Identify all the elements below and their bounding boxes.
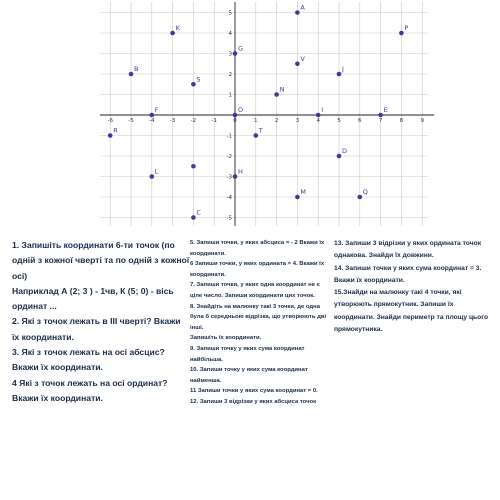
point-marker bbox=[129, 72, 134, 77]
point-marker bbox=[358, 195, 363, 200]
x-tick-label: 9 bbox=[420, 118, 424, 124]
point-label: H bbox=[238, 167, 243, 176]
y-tick-label: 5 bbox=[228, 10, 232, 17]
point-label: K bbox=[175, 24, 180, 32]
tick-labels bbox=[107, 11, 424, 222]
y-tick-label: -1 bbox=[226, 133, 232, 140]
point-label: M bbox=[300, 188, 307, 196]
point-marker bbox=[378, 113, 383, 118]
tasks-column-2 bbox=[190, 238, 330, 408]
y-tick-label: -2 bbox=[226, 154, 232, 160]
x-tick-label: -4 bbox=[149, 118, 155, 124]
x-tick-label: 2 bbox=[274, 118, 279, 124]
task-text: Наприклад А (2; 3 ) - 1чв, К (5; 0) - вісь ординат ... bbox=[12, 285, 174, 312]
task-text: 11 Запиши точки у яких сума координат = 0. bbox=[190, 388, 318, 395]
y-tick-label: -4 bbox=[226, 195, 232, 201]
x-tick-label: 1 bbox=[254, 118, 258, 124]
task-text: Запишіть їх координати. bbox=[190, 335, 262, 342]
x-tick-label: 3 bbox=[295, 118, 300, 124]
point-label: O bbox=[238, 106, 244, 114]
point-marker bbox=[191, 215, 196, 220]
x-tick-label: 0 bbox=[233, 118, 237, 124]
x-tick-label: -1 bbox=[211, 118, 217, 124]
task-text: 5. Запиши точки, у яких абсциса = - 2 Вкажи їх координати. bbox=[190, 240, 325, 257]
point-marker bbox=[337, 72, 342, 77]
point-label: E bbox=[383, 106, 388, 114]
point-marker bbox=[150, 113, 155, 118]
task-text: 2. Які з точок лежать в ІІІ чверті? Вкажи їх координати. bbox=[12, 316, 181, 342]
point-label: P bbox=[404, 24, 409, 32]
task-text: 8. Знайдіть на малюнку такі 3 точки, де одна була б середньою відрізка, що утворюють дві інші. bbox=[190, 303, 327, 331]
tasks-column-1 bbox=[12, 238, 190, 406]
y-tick-label: 2 bbox=[228, 72, 232, 78]
task-text: 1. Запишіть координати 6-ти точок (по одній з кожної чверті та по одній з кожної осі) bbox=[12, 240, 190, 281]
point-label: V bbox=[300, 54, 305, 63]
point-label: J bbox=[342, 65, 344, 73]
task-text: 9. Запиши точку у яких сума координат найбільша. bbox=[190, 345, 305, 363]
point-label: R bbox=[113, 126, 118, 135]
y-tick-label: -5 bbox=[226, 215, 232, 222]
x-tick-label: -2 bbox=[190, 118, 197, 124]
point-label: Q bbox=[362, 188, 368, 196]
point-marker bbox=[150, 174, 155, 179]
point-marker bbox=[191, 82, 196, 87]
point-marker bbox=[274, 92, 279, 97]
point-label: N bbox=[279, 85, 285, 94]
point-marker bbox=[295, 10, 300, 15]
point-marker bbox=[399, 31, 404, 36]
x-tick-label: -5 bbox=[128, 118, 134, 124]
point-label: D bbox=[342, 147, 348, 155]
task-text: 7. Запиши точки, у яких одна координат не є ціле число. Запиши координати цих точок. bbox=[190, 282, 320, 299]
y-tick-label: 1 bbox=[228, 92, 232, 99]
point-marker bbox=[233, 51, 238, 56]
task-text: 4 Які з точок лежать на осі ординат? Вкажи їх координати. bbox=[12, 377, 168, 403]
x-tick-label: -6 bbox=[107, 118, 113, 124]
task-text: 15.Знайди на малюнку такі 4 точки, які утворюють прямокутник. Запиши їх координати. Знайди периметр та площу цього прямокутника. bbox=[334, 289, 489, 334]
point-label: S bbox=[196, 75, 201, 84]
point-marker bbox=[108, 133, 113, 138]
tasks-column-3 bbox=[334, 238, 494, 336]
point-label: F bbox=[154, 106, 159, 114]
point-marker bbox=[254, 133, 259, 138]
point-marker bbox=[337, 154, 342, 159]
point-label: A bbox=[300, 3, 305, 12]
x-tick-label: -3 bbox=[169, 118, 176, 124]
y-tick-label: -3 bbox=[226, 174, 232, 181]
x-tick-label: 8 bbox=[399, 118, 404, 124]
point-marker bbox=[191, 164, 196, 169]
task-text: 13. Запиши 3 відрізки у яких ордината точок однакова. Знайди їх довжини. bbox=[334, 240, 482, 260]
y-tick-label: 3 bbox=[228, 51, 232, 58]
task-text: 14. Запиши точки у яких сума координат = 3. Вкажи їх координати. bbox=[334, 264, 482, 284]
point-label: B bbox=[134, 65, 139, 73]
x-tick-label: 5 bbox=[337, 118, 341, 124]
point-marker bbox=[295, 195, 300, 200]
x-tick-label: 6 bbox=[358, 118, 362, 124]
coordinate-plane bbox=[0, 0, 500, 232]
task-text: 6 Запиши точки, у яких ордината = 4. Вкажи їх координати. bbox=[190, 261, 325, 278]
point-marker bbox=[316, 113, 321, 118]
x-tick-label: 7 bbox=[378, 118, 383, 124]
task-text: 10. Запиши точку у яких сума координат найменша. bbox=[190, 367, 308, 384]
x-tick-label: 4 bbox=[316, 118, 320, 124]
point-marker bbox=[233, 113, 238, 118]
task-text: 12. Запиши 3 відрізки у яких абсциса точок bbox=[190, 398, 317, 405]
points bbox=[108, 4, 409, 220]
point-marker bbox=[170, 31, 175, 36]
point-label: I bbox=[321, 106, 324, 114]
task-text: 3. Які з точок лежать на осі абсцис? Вкажи їх координати. bbox=[12, 347, 165, 373]
point-label: T bbox=[258, 126, 263, 135]
y-tick-label: 4 bbox=[228, 31, 232, 37]
point-label: C bbox=[196, 208, 201, 217]
point-marker bbox=[233, 174, 238, 179]
point-label: G bbox=[238, 44, 244, 53]
point-marker bbox=[295, 61, 300, 66]
point-label: L bbox=[154, 167, 159, 176]
